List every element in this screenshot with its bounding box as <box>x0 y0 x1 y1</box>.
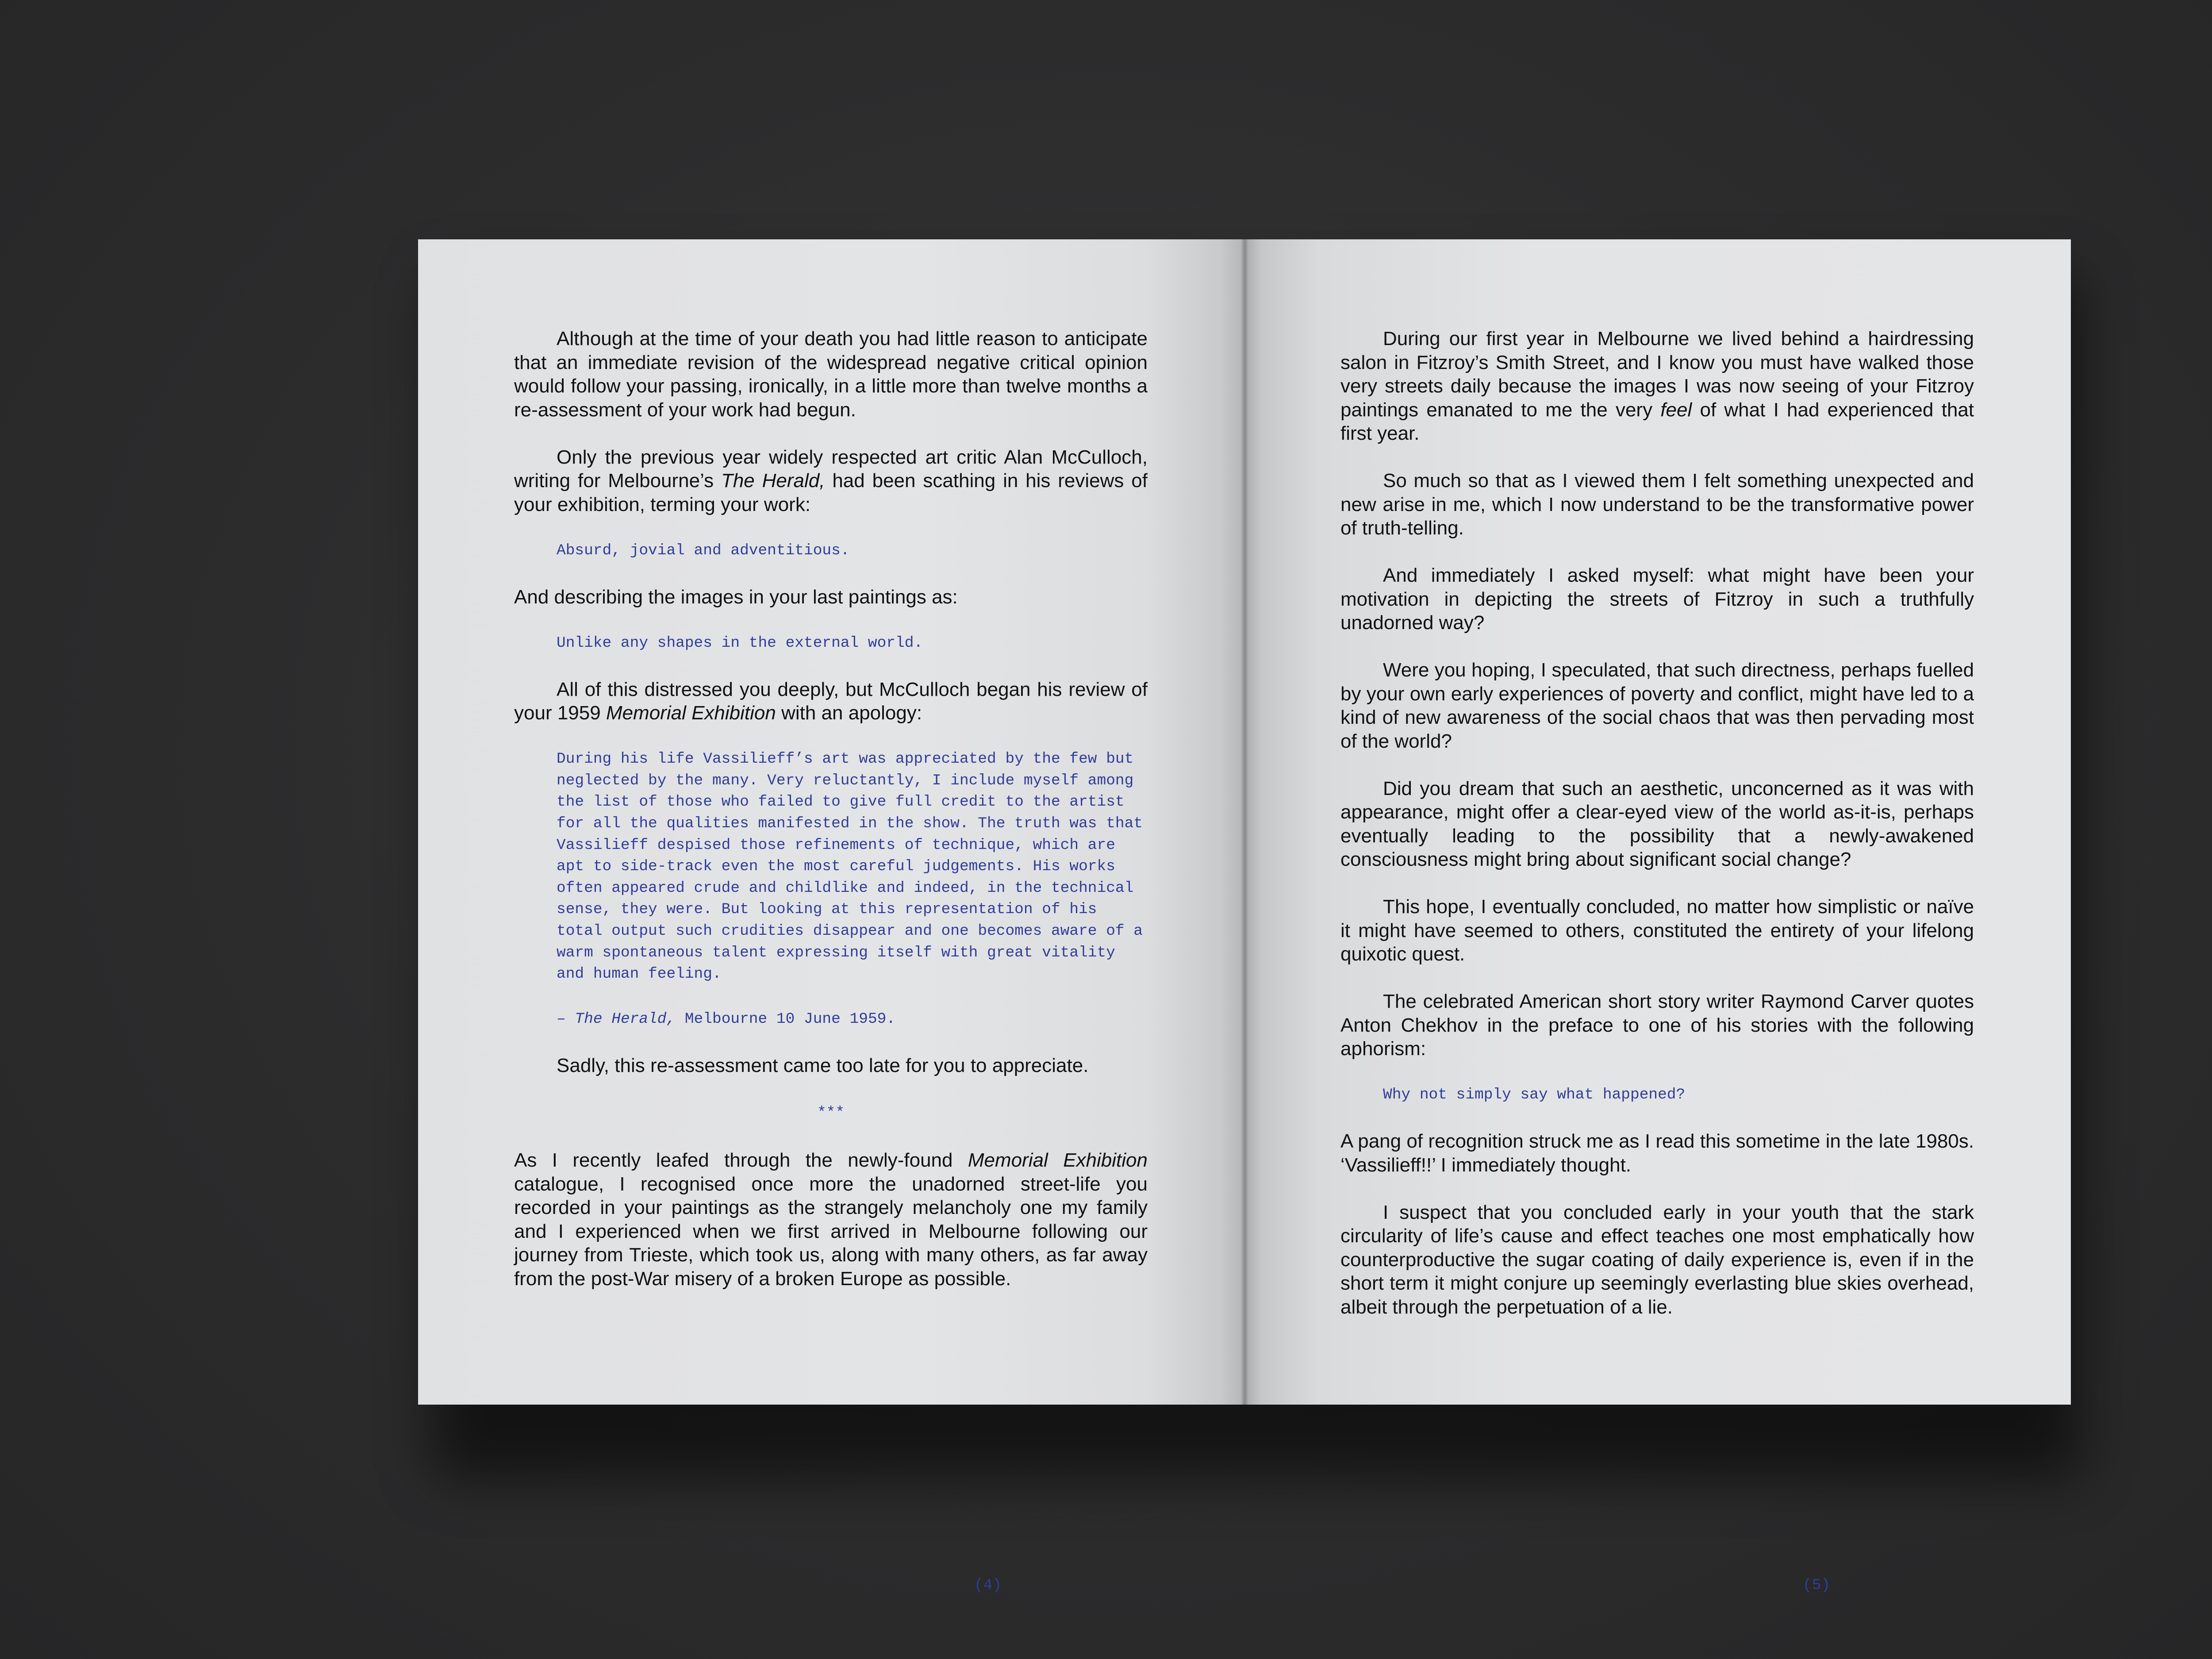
quote-attribution: – The Herald, Melbourne 10 June 1959. <box>557 1010 896 1028</box>
paragraph: All of this distressed you deeply, but McCulloch began his review of your 1959 Memorial Exhibition with an apology: <box>514 678 1148 724</box>
paragraph: And immediately I asked myself: what might have been your motivation in depicting the streets of Fitzroy in such a truthfully unadorned way? <box>1340 565 1974 634</box>
blockquote: Absurd, jovial and adventitious. <box>557 541 850 559</box>
left-page-text <box>514 327 1148 1290</box>
paragraph: Sadly, this re-assessment came too late for you to appreciate. <box>557 1055 1089 1077</box>
paragraph: Did you dream that such an aesthetic, unconcerned as it was with appearance, might offer a clear-eyed view of the world as-it-is, perhaps eventually leading to the possibility that a newly-awakened consciousness might bring about significant social change? <box>1340 777 1974 870</box>
paragraph: During our first year in Melbourne we lived behind a hairdressing salon in Fitzroy’s Smith Street, and I know you must have walked those very streets daily because the images I was now seeing of your Fitzroy paintings emanated to me the very feel of what I had experienced that first year. <box>1340 328 1974 444</box>
italic-word: feel <box>1660 399 1692 421</box>
paragraph: Although at the time of your death you had little reason to anticipate that an immediate revision of the widespread negative critical opinion would follow your passing, ironically, in a little more than twelve months a re-assessment of your work had begun. <box>514 328 1148 421</box>
section-separator: *** <box>817 1104 845 1122</box>
italic-title: Memorial Exhibition <box>968 1149 1148 1171</box>
paragraph: Only the previous year widely respected art critic Alan McCulloch, writing for Melbourne’s The Herald, had been scathing in his reviews of your exhibition, terming your work: <box>514 446 1148 515</box>
italic-title: The Herald, <box>721 470 825 492</box>
right-page <box>1244 239 2071 1405</box>
blockquote: Why not simply say what happened? <box>1383 1086 1686 1103</box>
open-book <box>418 239 2071 1594</box>
blockquote: During his life Vassilieff’s art was appreciated by the few but neglected by the many. Very reluctantly, I include myself among the list of those who failed to give full credit to the artist for all the qualities manifested in the show. The truth was that Vassilieff despised those refinements of technique, which are apt to side-track even the most careful judgements. His works often appeared crude and childlike and indeed, in the technical sense, they were. But looking at this representation of his total output such crudities disappear and one becomes aware of a warm spontaneous talent expressing itself with great vitality and human feeling. <box>557 750 1143 983</box>
paragraph: A pang of recognition struck me as I read this sometime in the late 1980s. ‘Vassilieff!!’ I immediately thought. <box>1340 1130 1974 1176</box>
left-page <box>418 239 1244 1405</box>
blockquote: Unlike any shapes in the external world. <box>557 634 923 652</box>
book-spine <box>1240 239 1248 1405</box>
paragraph: Were you hoping, I speculated, that such directness, perhaps fuelled by your own early experiences of poverty and conflict, might have led to a kind of new awareness of the social chaos that was then pervading most of the world? <box>1340 659 1974 752</box>
page-number-right: (5) <box>1803 1577 1831 1594</box>
paragraph: This hope, I eventually concluded, no matter how simplistic or naïve it might have seemed to others, constituted the entirety of your lifelong quixotic quest. <box>1340 896 1974 965</box>
right-page-text <box>1340 327 1974 1319</box>
paragraph: I suspect that you concluded early in your youth that the stark circularity of life’s cause and effect teaches one most emphatically how counterproductive the sugar coating of daily experience is, even if in the short term it might conjure up seemingly everlasting blue skies overhead, albeit through the perpetuation of a lie. <box>1340 1201 1974 1318</box>
italic-title: Memorial Exhibition <box>606 702 776 724</box>
paragraph: And describing the images in your last paintings as: <box>514 586 958 608</box>
page-number-left: (4) <box>974 1577 1002 1594</box>
attribution-source: The Herald, <box>575 1010 676 1028</box>
paragraph: As I recently leafed through the newly-found Memorial Exhibition catalogue, I recognised once more the unadorned street-life you recorded in your paintings as the strangely melancholy one my family and I experienced when we first arrived in Melbourne following our journey from Trieste, which took us, along with many others, as far away from the post-War misery of a broken Europe as possible. <box>514 1149 1148 1290</box>
paragraph: So much so that as I viewed them I felt something unexpected and new arise in me, which I now understand to be the transformative power of truth-telling. <box>1340 470 1974 539</box>
paragraph: The celebrated American short story writer Raymond Carver quotes Anton Chekhov in the preface to one of his stories with the following aphorism: <box>1340 991 1974 1060</box>
